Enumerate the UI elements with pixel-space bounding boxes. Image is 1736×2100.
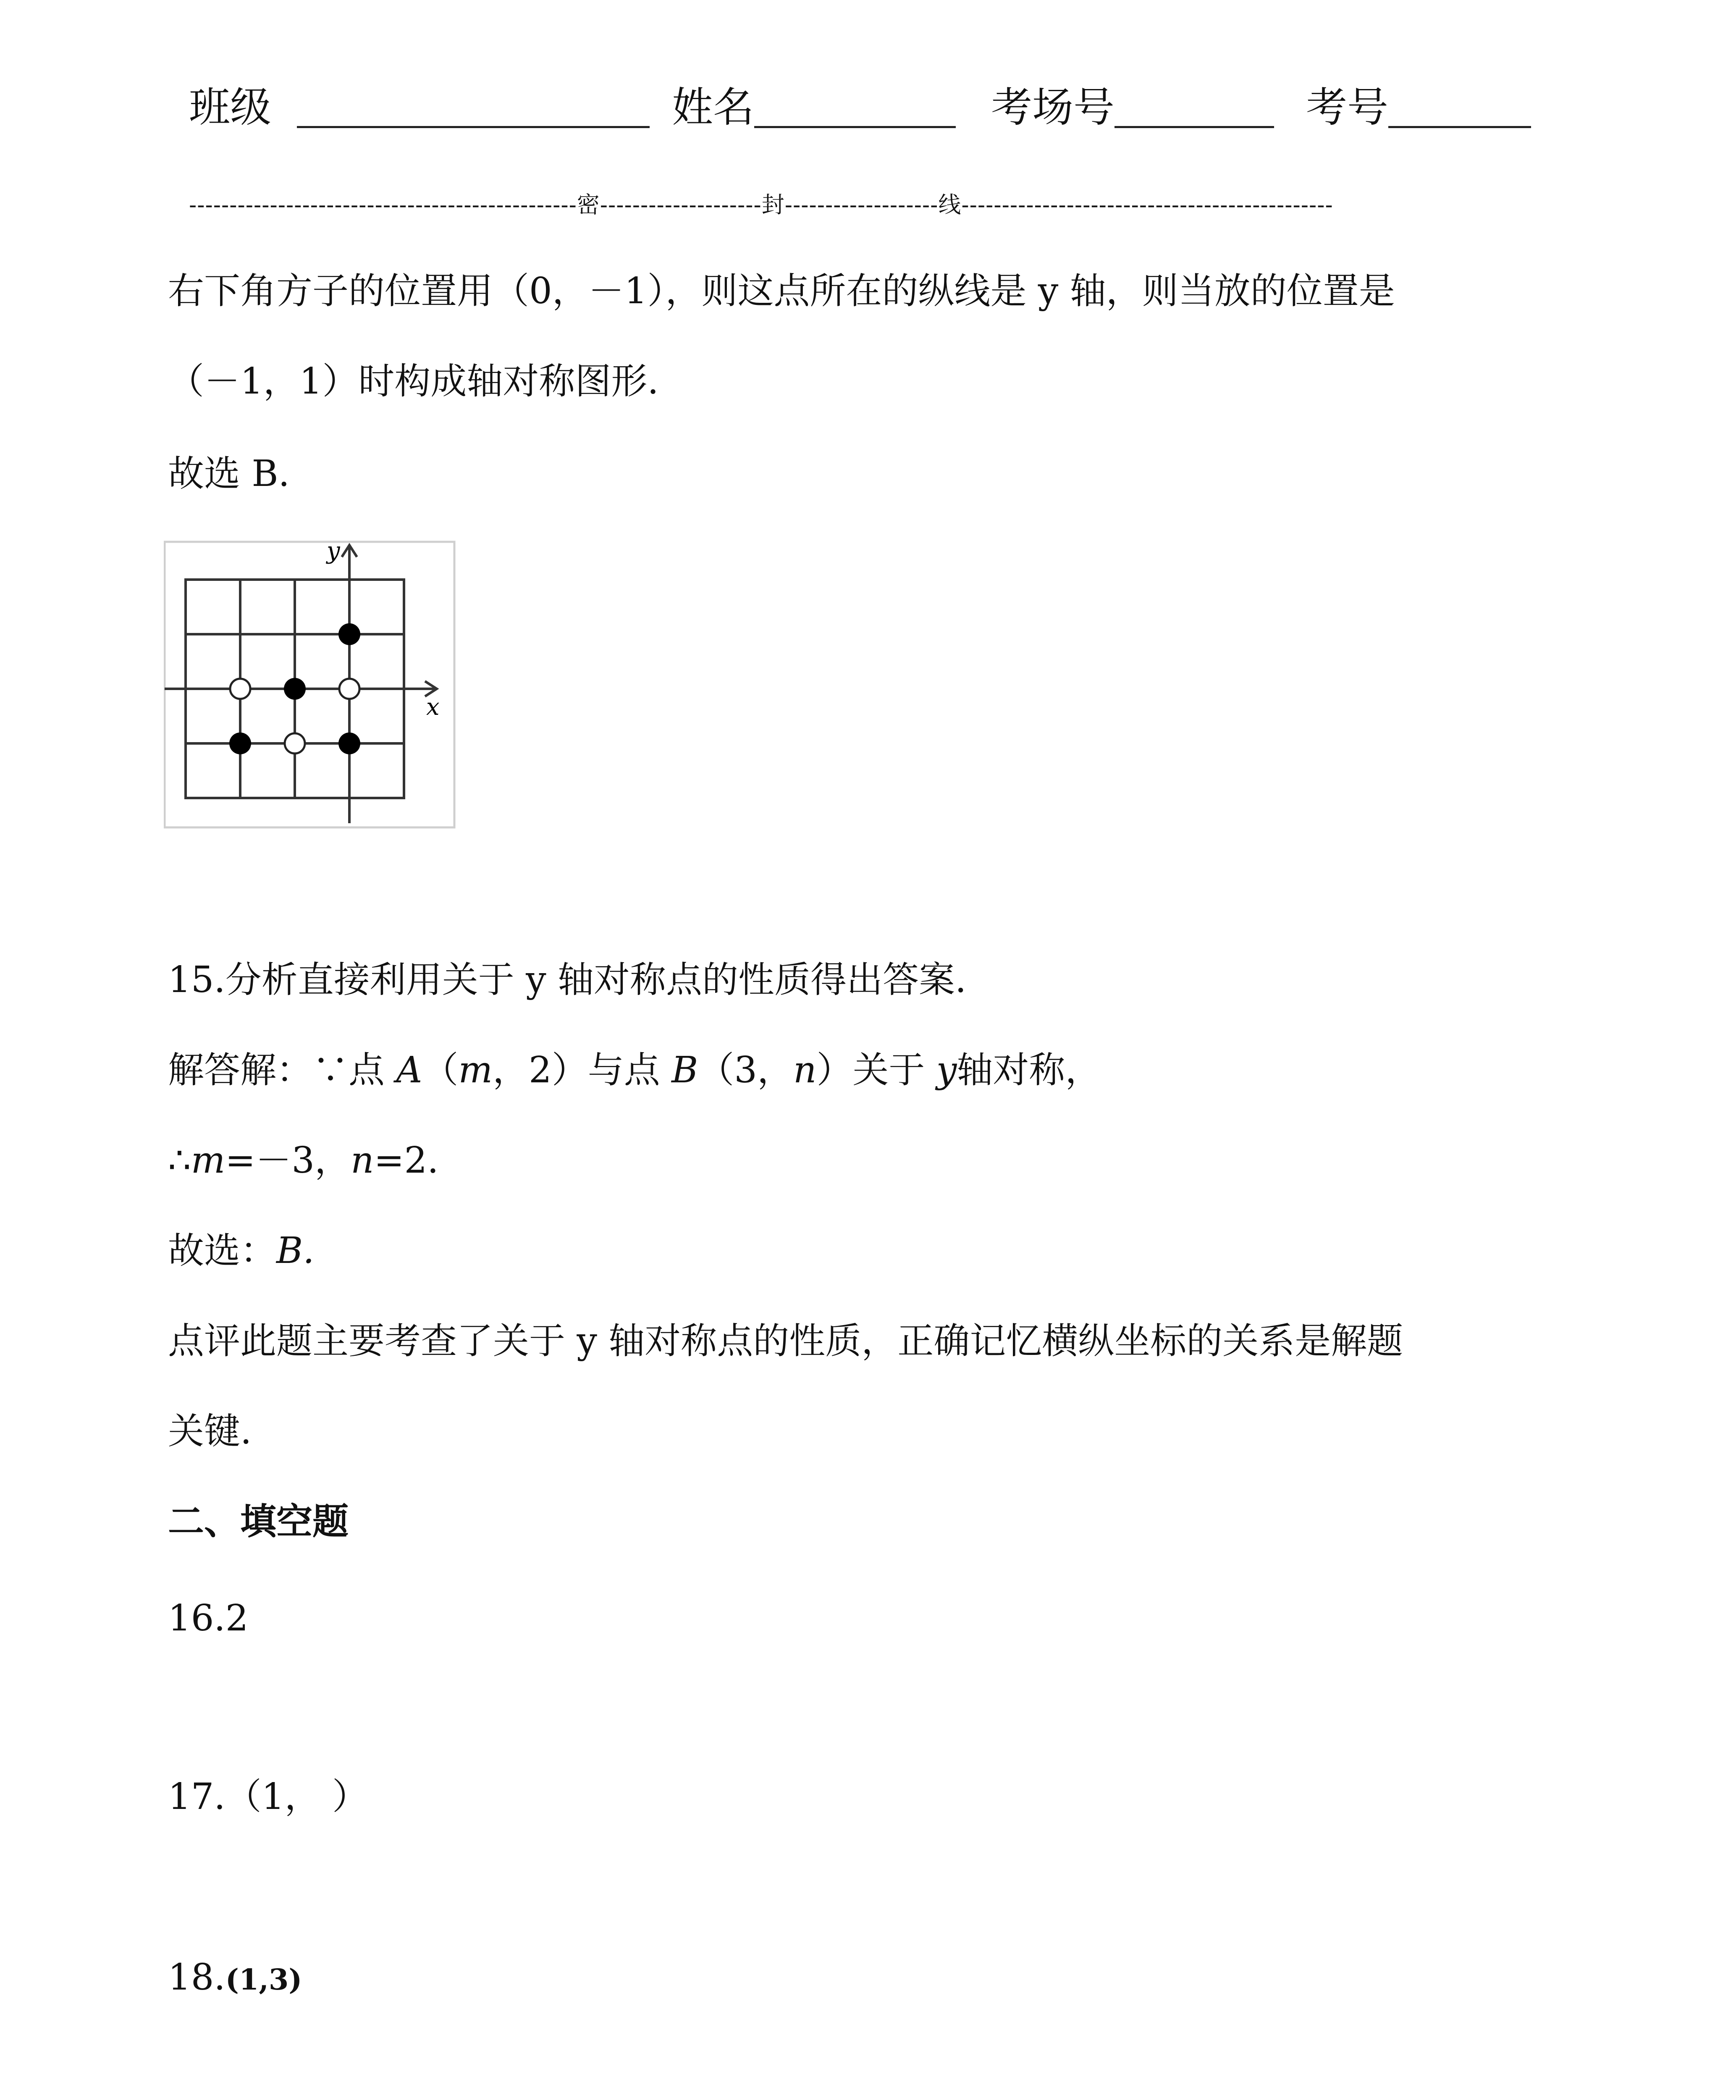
number-blank <box>1388 86 1531 128</box>
result-m: m <box>191 1139 226 1181</box>
white-stone <box>285 733 305 753</box>
answer-18-value: (1,3) <box>225 1963 302 1997</box>
name-label: 姓名 <box>672 84 755 131</box>
white-stone <box>230 679 250 699</box>
black-stone <box>338 623 360 645</box>
white-stone <box>339 679 359 699</box>
var-y: y <box>936 1049 957 1091</box>
black-stone <box>338 732 360 754</box>
q15-comment-line-2: 关键. <box>168 1410 252 1452</box>
x-axis-label: x <box>426 693 440 721</box>
number-label-row <box>1306 84 1531 131</box>
var-m: m <box>458 1049 493 1091</box>
q15-result <box>168 1139 439 1181</box>
q15-choice-letter: B. <box>276 1230 315 1272</box>
var-n: n <box>793 1049 817 1091</box>
name-label-row <box>672 84 956 131</box>
answer-17: 17.（1， ） <box>168 1776 368 1818</box>
b-close: ）关于 <box>816 1049 925 1091</box>
q14-line-2: （－1，1）时构成轴对称图形. <box>168 360 659 402</box>
q15-solution <box>168 1049 1101 1091</box>
q14-line-1: 右下角方子的位置用（0，－1），则这点所在的纵线是 y 轴，则当放的位置是 <box>168 270 1395 312</box>
a-coords-close: ，2）与点 <box>493 1049 660 1091</box>
class-label-row <box>189 84 650 131</box>
y-axis-label: y <box>327 537 340 564</box>
black-stone <box>284 678 306 700</box>
paren-open: （ <box>422 1049 459 1091</box>
point-b: B <box>671 1049 698 1091</box>
q15-choice-prefix: 故选： <box>168 1230 276 1272</box>
q15-tail: 轴对称， <box>957 1049 1101 1091</box>
go-board-figure <box>164 533 466 832</box>
room-label: 考场号 <box>991 84 1115 131</box>
section-title: 二、填空题 <box>168 1501 349 1543</box>
result-n-value: =2. <box>374 1139 439 1181</box>
room-label-row <box>991 84 1274 131</box>
room-blank <box>1115 86 1274 128</box>
q15-choice <box>168 1230 315 1272</box>
point-a: A <box>396 1049 422 1091</box>
q14-choice: 故选 B. <box>168 453 290 495</box>
black-stone <box>229 732 251 754</box>
answer-16: 16.2 <box>168 1597 249 1639</box>
answer-18 <box>168 1956 302 1998</box>
seal-line: ------------------------------------------------密--------------------封-------------------线---------------------------------------------- <box>189 192 1333 218</box>
name-blank <box>754 86 956 128</box>
q15-solution-prefix: 解答解：∵点 <box>168 1049 385 1091</box>
q15-comment-line-1: 点评此题主要考查了关于 y 轴对称点的性质，正确记忆横纵坐标的关系是解题 <box>168 1320 1403 1362</box>
result-m-value: =－3， <box>225 1139 351 1181</box>
answer-18-number: 18. <box>168 1956 226 1998</box>
q15-analysis: 15.分析直接利用关于 y 轴对称点的性质得出答案. <box>168 959 967 1001</box>
class-label: 班级 <box>189 84 272 131</box>
therefore-symbol: ∴ <box>168 1139 191 1181</box>
number-label: 考号 <box>1306 84 1389 131</box>
figure-frame <box>165 542 454 827</box>
result-n: n <box>351 1139 374 1181</box>
class-blank <box>297 86 650 128</box>
b-open: （3， <box>698 1049 793 1091</box>
